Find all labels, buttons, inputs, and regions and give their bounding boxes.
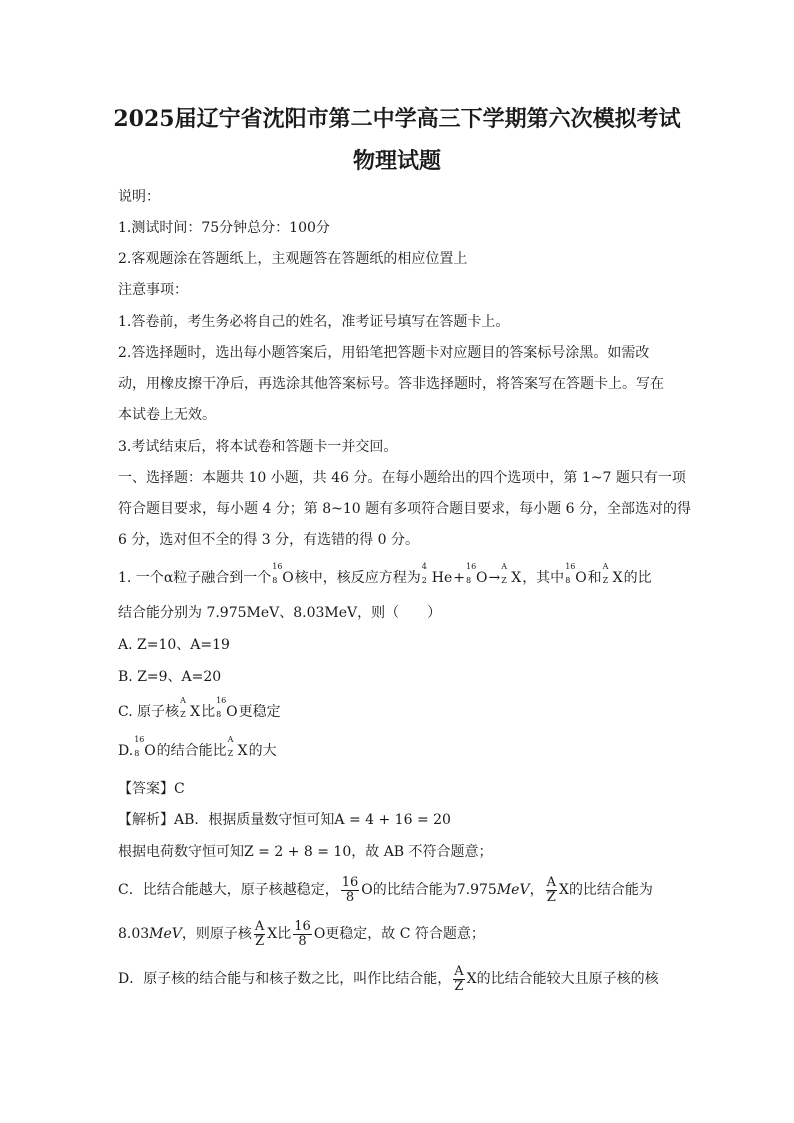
oxygen-16-fraction: $\frac{16}{8}$ (341, 875, 359, 905)
oxygen-16-fraction: $\frac{16}{8}$ (294, 919, 311, 949)
instructions-heading: 说明： (118, 189, 160, 205)
oxygen-16-nuclide: 16 8 O (216, 696, 238, 720)
option-b: B. Z=9、A=20 (118, 669, 222, 685)
x-fraction: $\frac{A}{Z}$ (254, 919, 265, 949)
exam-title: 2025届辽宁省沈阳市第二中学高三下学期第六次模拟考试 (113, 106, 681, 132)
option-d: D. 16 8 O的结合能比 A Z X的大 (118, 735, 277, 759)
reaction-arrow: → (488, 570, 501, 586)
notes-heading: 注意事项： (118, 282, 188, 298)
analysis-line-1: 【解析】AB．根据质量数守恒可知A = 4 + 16 = 20 (118, 812, 451, 828)
x-nuclide: A Z X (501, 562, 522, 586)
question-1-stem-line-2: 结合能分别为 7.975MeV、8.03MeV，则（ ） (118, 605, 442, 621)
instruction-item-1: 1.测试时间：75分钟总分：100分 (118, 220, 330, 236)
note-item-2-line-3: 本试卷上无效。 (118, 407, 216, 423)
oxygen-16-nuclide: 16 8 O (565, 562, 587, 586)
instruction-item-2: 2.客观题涂在答题纸上，主观题答在答题纸的相应位置上 (118, 251, 468, 267)
x-nuclide: A Z X (602, 562, 623, 586)
oxygen-16-nuclide: 16 8 O (134, 735, 156, 759)
note-item-3: 3.考试结束后，将本试卷和答题卡一并交回。 (118, 439, 398, 455)
oxygen-16-nuclide: 16 8 O (466, 562, 488, 586)
helium-4-nuclide: 4 2 He (421, 562, 453, 586)
analysis-line-2: 根据电荷数守恒可知Z = 2 + 8 = 10，故 AB 不符合题意； (118, 844, 493, 860)
exam-subject-title: 物理试题 (352, 148, 441, 174)
alpha-symbol: α (163, 570, 174, 586)
question-1-stem-line-1: 1. 一个α粒子融合到一个 16 8 O核中，核反应方程为 4 2 He+ 16 8 O→ A Z X，其中 16 8 O和 A Z X的比 (118, 562, 652, 586)
analysis-line-3: C．比结合能越大，原子核越稳定， $\frac{16}{8}$ O的比结合能为7.975MeV， $\frac{A}{Z}$ X的比结合能为 (118, 875, 653, 905)
note-item-1: 1.答卷前，考生务必将自己的姓名，准考证号填写在答题卡上。 (118, 314, 510, 330)
x-nuclide: A Z X (227, 735, 248, 759)
x-fraction: $\frac{A}{Z}$ (454, 964, 464, 994)
option-c: C. 原子核 A Z X比 16 8 O更稳定 (118, 696, 281, 720)
note-item-2-line-1: 2.答选择题时，选出每小题答案后，用铅笔把答题卡对应题目的答案标号涂黑。如需改 (118, 345, 650, 361)
analysis-line-5: D．原子核的结合能与和核子数之比，叫作比结合能， $\frac{A}{Z}$ X的比结合能较大且原子核的核 (118, 964, 659, 994)
note-item-2-line-2: 动，用橡皮擦干净后，再选涂其他答案标号。答非选择题时，将答案写在答题卡上。写在 (118, 376, 664, 392)
section-1-line-3: 6 分，选对但不全的得 3 分，有选错的得 0 分。 (118, 532, 419, 548)
analysis-line-4: 8.03MeV，则原子核 $\frac{A}{Z}$ X比 $\frac{16}{8}$ O更稳定，故 C 符合题意； (118, 919, 485, 949)
x-fraction: $\frac{A}{Z}$ (546, 875, 556, 905)
section-1-line-1: 一、选择题：本题共 10 小题，共 46 分。在每小题给出的四个选项中，第 1~7 题只有一项 (118, 470, 686, 486)
x-nuclide: A Z X (180, 696, 201, 720)
option-a: A. Z=10、A=19 (118, 637, 230, 653)
oxygen-16-nuclide: 16 8 O (272, 562, 294, 586)
section-1-line-2: 符合题目要求，每小题 4 分；第 8~10 题有多项符合题目要求，每小题 6 分，全部选对的得 (118, 501, 691, 517)
answer-label: 【答案】C (118, 781, 185, 797)
